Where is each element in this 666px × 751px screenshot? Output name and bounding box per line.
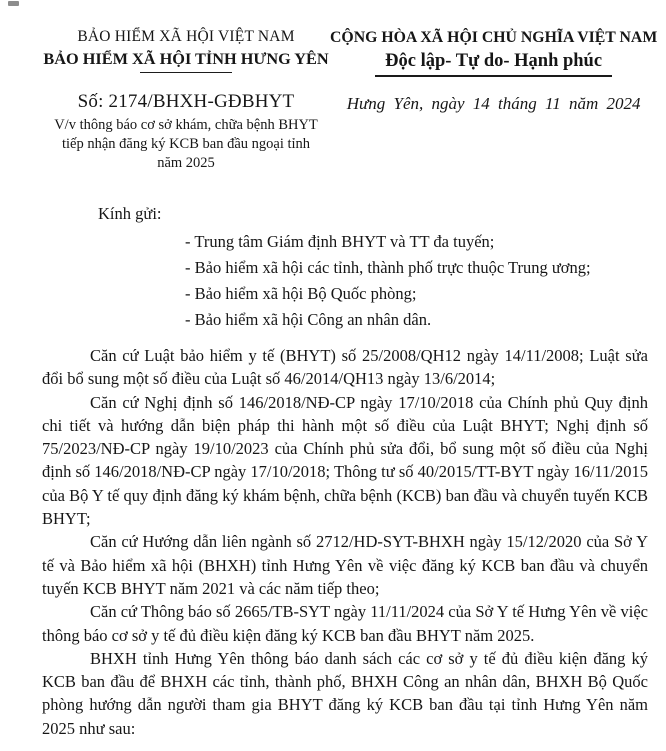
salutation-label: Kính gửi: (98, 204, 162, 223)
agency-name-underline (140, 72, 232, 73)
body-paragraph: Căn cứ Nghị định số 146/2018/NĐ-CP ngày 17/10/2018 của Chính phủ Quy định chi tiết và hướng dẫn biện pháp thi hành một số điều của Luật BHYT; Nghị định số 75/2023/NĐ-CP ngày 19/10/2023 của Chính phủ sửa đổi, bổ sung một số điều của Nghị định số 146/2018/NĐ-CP ngày 17/10/2018; Thông tư số 40/2015/TT-BYT ngày 16/11/2015 của Bộ Y tế quy định đăng ký khám bệnh, chữa bệnh (KCB) ban đầu và chuyển tuyến KCB BHYT; (42, 392, 649, 529)
document-number: Số: 2174/BHXH-GĐBHYT (77, 91, 295, 112)
recipient-item: - Bảo hiểm xã hội các tỉnh, thành phố trực thuộc Trung ương; (185, 258, 591, 277)
salutation-section (42, 203, 654, 333)
agency-name: BẢO HIỂM XÃ HỘI TỈNH HƯNG YÊN (43, 49, 329, 68)
document-subject: V/v thông báo cơ sở khám, chữa bệnh BHYT tiếp nhận đăng ký KCB ban đầu ngoại tỉnh năm 2025 (54, 117, 318, 171)
document-header (42, 27, 658, 173)
recipient-item: - Bảo hiểm xã hội Bộ Quốc phòng; (185, 284, 417, 303)
body-paragraph: Căn cứ Thông báo số 2665/TB-SYT ngày 11/11/2024 của Sở Y tế Hưng Yên về việc thông báo cơ sở y tế đủ điều kiện đăng ký KCB ban đầu BHYT năm 2025. (42, 602, 648, 645)
national-motto: Độc lập- Tự do- Hạnh phúc (375, 50, 612, 77)
national-header-block (330, 27, 657, 115)
recipient-item: - Trung tâm Giám định BHYT và TT đa tuyến; (185, 232, 495, 251)
recipient-item: - Bảo hiểm xã hội Công an nhân dân. (185, 310, 432, 329)
document-body (42, 344, 648, 740)
place-and-date: Hưng Yên, ngày 14 tháng 11 năm 2024 (346, 94, 641, 113)
scan-artifact-mark (8, 1, 19, 6)
parent-agency-name: BẢO HIỂM XÃ HỘI VIỆT NAM (77, 28, 295, 45)
national-title: CỘNG HÒA XÃ HỘI CHỦ NGHĨA VIỆT NAM (330, 29, 658, 46)
body-paragraph: Căn cứ Luật bảo hiểm y tế (BHYT) số 25/2008/QH12 ngày 14/11/2008; Luật sửa đổi bổ sung một số điều của Luật số 46/2014/QH13 ngày 13/6/2014; (42, 346, 648, 389)
recipient-list (185, 229, 654, 333)
body-paragraph: BHXH tỉnh Hưng Yên thông báo danh sách các cơ sở y tế đủ điều kiện đăng ký KCB ban đầu để BHXH các tỉnh, thành phố, BHXH Công an nhân dân, BHXH Bộ Quốc phòng hướng dẫn người tham gia BHYT đăng ký KCB ban đầu tại tỉnh Hưng Yên năm 2025 như sau: (42, 648, 648, 738)
body-paragraph: Căn cứ Hướng dẫn liên ngành số 2712/HD-SYT-BHXH ngày 15/12/2020 của Sở Y tế và Bảo hiểm xã hội (BHXH) tỉnh Hưng Yên về việc đăng ký KCB ban đầu và chuyển tuyến KCB BHYT năm 2021 và các năm tiếp theo; (42, 532, 648, 598)
issuing-agency-block (42, 27, 330, 173)
